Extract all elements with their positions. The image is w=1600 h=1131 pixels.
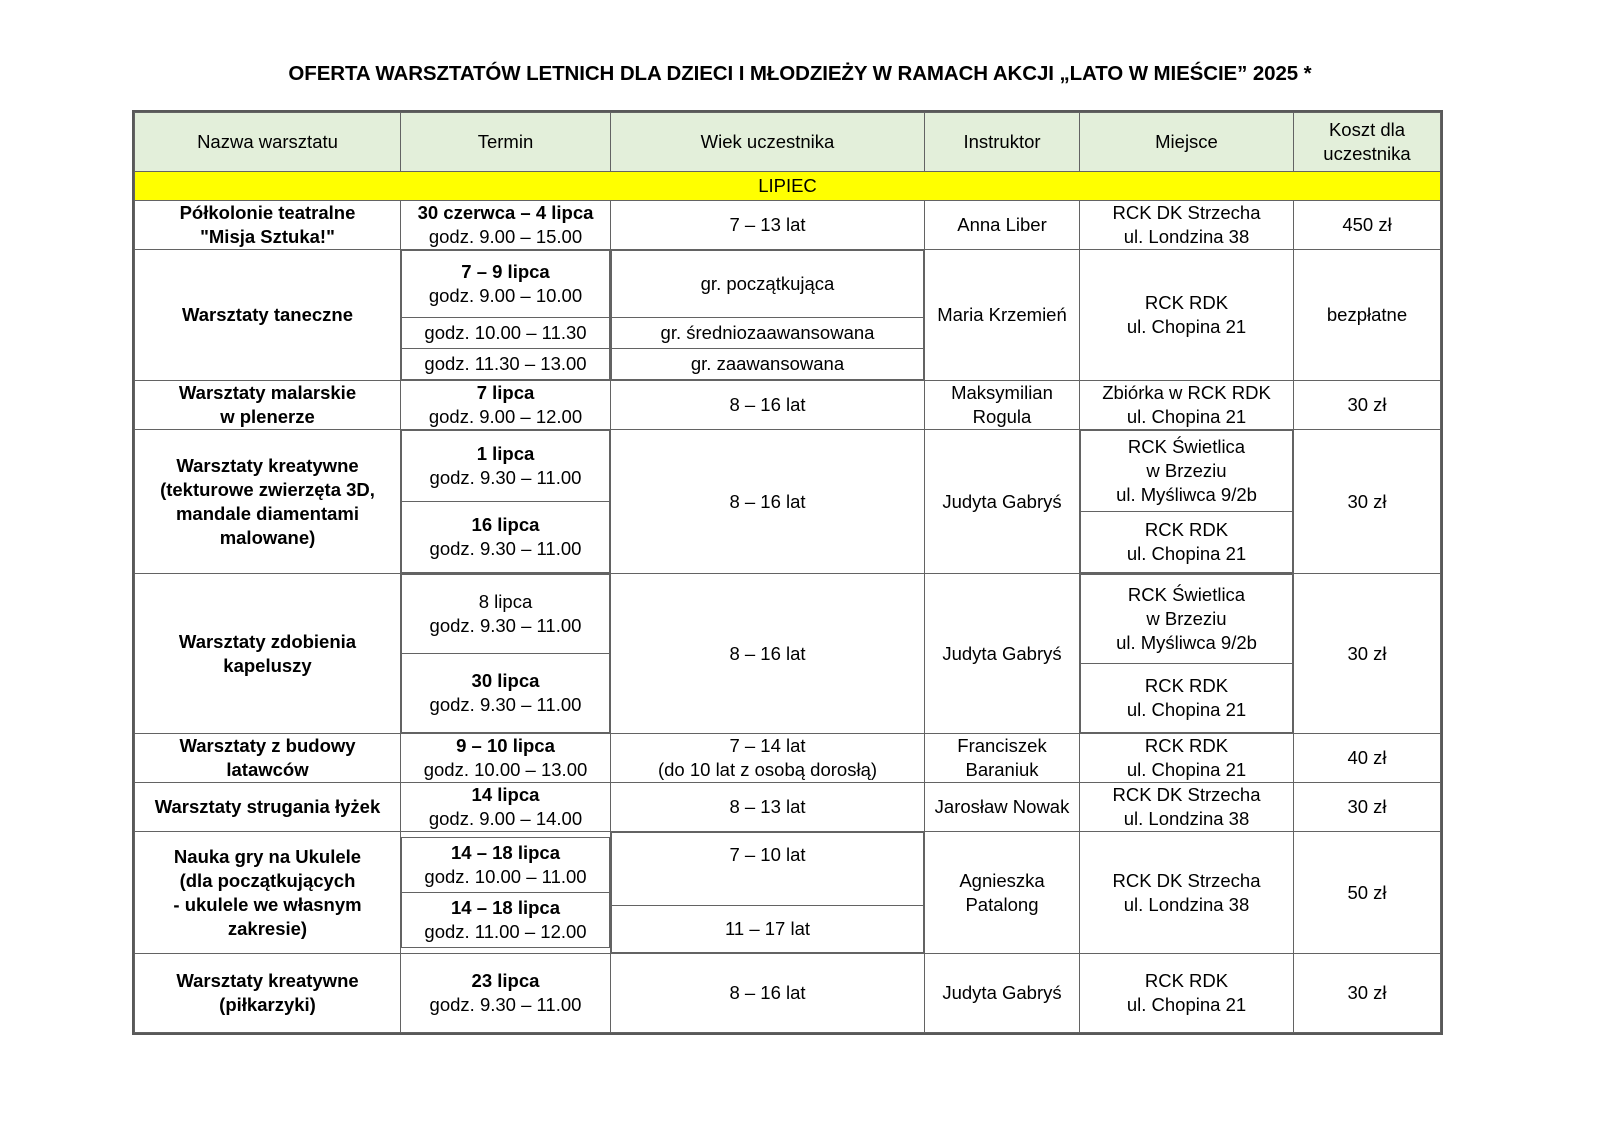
workshop-age: 8 – 16 lat [611, 574, 925, 734]
workshop-name [135, 734, 401, 783]
term-subtable [401, 837, 610, 948]
term-time: godz. 9.30 – 11.00 [429, 994, 582, 1016]
workshop-term [401, 734, 611, 783]
place-subrow [1081, 431, 1293, 512]
workshop-instructor: Judyta Gabryś [925, 430, 1080, 574]
workshop-name-line: Warsztaty malarskie [178, 382, 357, 404]
workshop-term [401, 954, 611, 1033]
term-time: godz. 9.30 – 11.00 [429, 467, 582, 489]
term-date: 8 lipca [478, 591, 533, 613]
age-sub-cell: 11 – 17 lat [612, 906, 924, 953]
workshop-name-line: "Misja Sztuka!" [200, 226, 335, 248]
instructor-line: Franciszek [957, 735, 1047, 757]
workshop-place [1080, 832, 1294, 954]
place-line: RCK RDK [1144, 675, 1229, 697]
term-date: 30 lipca [471, 670, 540, 692]
term-date: 16 lipca [471, 514, 540, 536]
workshop-name [135, 574, 401, 734]
place-subtable [1080, 430, 1293, 573]
place-line: w Brzeziu [1146, 608, 1227, 630]
age-line: (do 10 lat z osobą dorosłą) [657, 759, 878, 781]
workshop-cost: 30 zł [1294, 574, 1441, 734]
workshop-age: 8 – 16 lat [611, 430, 925, 574]
column-header-place: Miejsce [1080, 113, 1294, 172]
workshop-age: 8 – 16 lat [611, 381, 925, 430]
workshop-instructor [925, 734, 1080, 783]
workshops-table [134, 112, 1441, 1033]
workshop-age: 8 – 16 lat [611, 954, 925, 1033]
place-line: RCK Świetlica [1127, 584, 1246, 606]
term-subrow [402, 431, 610, 502]
table-row [135, 574, 1441, 734]
table-row [135, 201, 1441, 250]
workshop-instructor: Jarosław Nowak [925, 783, 1080, 832]
age-subtable [611, 832, 924, 953]
table-row [135, 250, 1441, 381]
place-line: ul. Chopina 21 [1126, 543, 1247, 565]
workshop-term [401, 201, 611, 250]
workshop-name-line: w plenerze [220, 406, 315, 428]
term-time: godz. 9.00 – 14.00 [428, 808, 583, 830]
workshop-instructor: Maria Krzemień [925, 250, 1080, 381]
term-sub-cell [402, 654, 610, 733]
workshop-name-line: Warsztaty z budowy [179, 735, 356, 757]
workshop-cost: 40 zł [1294, 734, 1441, 783]
workshop-name-line: Warsztaty kreatywne [176, 454, 359, 476]
age-subrow [612, 349, 924, 380]
place-subrow [1081, 664, 1293, 733]
term-time: godz. 10.00 – 11.30 [424, 322, 587, 344]
workshop-name-line: malowane) [219, 526, 316, 548]
workshop-instructor [925, 381, 1080, 430]
term-time: godz. 9.30 – 11.00 [429, 538, 582, 560]
term-time: godz. 11.00 – 12.00 [424, 921, 587, 943]
term-sub-cell [402, 349, 610, 380]
workshop-name [135, 201, 401, 250]
place-line: RCK Świetlica [1127, 436, 1246, 458]
workshop-cost: 30 zł [1294, 783, 1441, 832]
workshop-term [401, 250, 611, 381]
instructor-line: Rogula [972, 406, 1032, 428]
term-subrow [402, 838, 610, 893]
workshop-term [401, 574, 611, 734]
column-header-cost-line1: Koszt dla [1328, 118, 1406, 140]
workshop-name-line: Nauka gry na Ukulele [173, 845, 362, 867]
table-row [135, 430, 1441, 574]
workshop-age [611, 734, 925, 783]
place-line: Zbiórka w RCK RDK [1102, 382, 1271, 404]
term-subrow [402, 893, 610, 948]
place-subtable [1080, 574, 1293, 733]
workshop-name-line: kapeluszy [223, 654, 312, 676]
column-header-cost-line2: uczestnika [1323, 143, 1411, 164]
age-subrow [612, 318, 924, 349]
place-line: ul. Myśliwca 9/2b [1116, 632, 1257, 654]
term-time: godz. 9.00 – 15.00 [428, 226, 583, 248]
term-date: 7 – 9 lipca [461, 261, 550, 283]
column-header-age: Wiek uczestnika [611, 113, 925, 172]
workshop-name-line: zakresie) [227, 917, 308, 939]
workshop-name-line: mandale diamentami [175, 502, 359, 524]
workshop-name [135, 250, 401, 381]
term-sub-cell [402, 431, 610, 502]
workshop-term [401, 783, 611, 832]
place-line: ul. Chopina 21 [1126, 316, 1247, 338]
table-row [135, 832, 1441, 954]
workshop-place [1080, 954, 1294, 1033]
term-time: godz. 10.00 – 13.00 [423, 759, 588, 781]
workshop-cost: 30 zł [1294, 381, 1441, 430]
term-subrow [402, 251, 610, 318]
term-sub-cell [402, 251, 610, 318]
place-line: RCK DK Strzecha [1112, 869, 1261, 891]
workshop-name-line: Półkolonie teatralne [179, 202, 356, 223]
instructor-line: Baraniuk [965, 759, 1039, 781]
workshop-name-line: (piłkarzyki) [219, 994, 316, 1016]
table-header-row [135, 113, 1441, 172]
place-line: ul. Chopina 21 [1126, 406, 1247, 428]
place-line: RCK RDK [1144, 519, 1229, 541]
place-sub-cell [1081, 512, 1293, 573]
place-line: ul. Londzina 38 [1123, 808, 1250, 830]
term-sub-cell [402, 575, 610, 654]
term-subtable [401, 430, 610, 573]
workshop-cost: 50 zł [1294, 832, 1441, 954]
place-line: ul. Londzina 38 [1123, 893, 1250, 915]
place-sub-cell [1081, 664, 1293, 733]
place-line: RCK RDK [1144, 735, 1229, 757]
age-subrow [612, 251, 924, 318]
term-date: 7 lipca [476, 382, 535, 404]
term-date: 14 – 18 lipca [450, 897, 561, 919]
term-sub-cell [402, 318, 610, 349]
term-sub-cell [402, 502, 610, 573]
term-time: godz. 9.30 – 11.00 [429, 694, 582, 716]
place-line: RCK DK Strzecha [1112, 202, 1261, 223]
age-sub-cell: gr. średniozaawansowana [612, 318, 924, 349]
place-line: RCK DK Strzecha [1112, 784, 1261, 806]
place-sub-cell [1081, 431, 1293, 512]
workshop-age: 7 – 13 lat [611, 201, 925, 250]
place-line: w Brzeziu [1146, 460, 1227, 482]
age-subrow [612, 906, 924, 953]
age-sub-cell: gr. zaawansowana [612, 349, 924, 380]
workshop-term [401, 381, 611, 430]
workshop-name [135, 381, 401, 430]
workshop-instructor: Anna Liber [925, 201, 1080, 250]
workshop-name-line: - ukulele we własnym [173, 893, 362, 915]
workshop-name-line: latawców [226, 759, 309, 781]
term-time: godz. 11.30 – 13.00 [424, 353, 587, 375]
term-date: 14 lipca [471, 784, 540, 806]
workshop-cost: 30 zł [1294, 430, 1441, 574]
workshop-name-line: Warsztaty strugania łyżek [154, 796, 381, 818]
term-date: 30 czerwca – 4 lipca [417, 202, 594, 223]
workshop-place [1080, 574, 1294, 734]
age-subrow [612, 833, 924, 906]
place-subrow [1081, 512, 1293, 573]
workshop-name [135, 832, 401, 954]
workshop-name-line: Warsztaty zdobienia [178, 630, 357, 652]
workshop-term [401, 832, 611, 954]
term-date: 23 lipca [471, 970, 540, 992]
page-title: OFERTA WARSZTATÓW LETNICH DLA DZIECI I MŁODZIEŻY W RAMACH AKCJI „LATO W MIEŚCIE” 2025 * [288, 62, 1312, 85]
workshop-instructor: Judyta Gabryś [925, 954, 1080, 1033]
workshop-name-line: Warsztaty taneczne [181, 304, 353, 326]
table-row [135, 381, 1441, 430]
workshop-name [135, 430, 401, 574]
workshop-name [135, 954, 401, 1033]
workshop-place [1080, 734, 1294, 783]
place-line: ul. Myśliwca 9/2b [1116, 484, 1257, 506]
workshop-instructor [925, 832, 1080, 954]
term-subrow [402, 502, 610, 573]
instructor-line: Maksymilian [951, 382, 1053, 404]
workshop-term [401, 430, 611, 574]
term-time: godz. 9.00 – 10.00 [428, 285, 583, 307]
term-subrow [402, 349, 610, 380]
table-row [135, 734, 1441, 783]
workshop-place [1080, 201, 1294, 250]
workshop-place [1080, 430, 1294, 574]
age-sub-cell: 7 – 10 lat [612, 833, 924, 906]
month-banner-row [135, 172, 1441, 201]
term-subrow [402, 318, 610, 349]
term-subrow [402, 575, 610, 654]
age-line: 7 – 14 lat [729, 735, 806, 757]
place-line: ul. Chopina 21 [1126, 699, 1247, 721]
workshop-name [135, 783, 401, 832]
month-banner-lipiec: LIPIEC [135, 172, 1441, 201]
workshop-age: 8 – 13 lat [611, 783, 925, 832]
term-time: godz. 9.00 – 12.00 [428, 406, 583, 428]
place-line: ul. Chopina 21 [1126, 759, 1247, 781]
workshop-instructor: Judyta Gabryś [925, 574, 1080, 734]
term-date: 1 lipca [476, 443, 535, 465]
term-date: 9 – 10 lipca [456, 735, 555, 757]
workshop-name-line: (tekturowe zwierzęta 3D, [160, 478, 375, 500]
place-line: RCK RDK [1144, 970, 1229, 992]
workshop-place [1080, 250, 1294, 381]
term-sub-cell [402, 838, 610, 893]
workshop-place [1080, 381, 1294, 430]
place-line: ul. Chopina 21 [1126, 994, 1247, 1016]
table-row [135, 783, 1441, 832]
workshop-cost: bezpłatne [1294, 250, 1441, 381]
place-line: RCK RDK [1144, 292, 1229, 314]
place-line: ul. Londzina 38 [1123, 226, 1250, 248]
term-time: godz. 9.30 – 11.00 [429, 615, 582, 637]
place-sub-cell [1081, 575, 1293, 664]
table-row [135, 954, 1441, 1033]
workshop-place [1080, 783, 1294, 832]
term-subtable [401, 574, 610, 733]
workshop-cost: 450 zł [1294, 201, 1441, 250]
workshop-cost: 30 zł [1294, 954, 1441, 1033]
term-subtable [401, 250, 610, 380]
age-sub-cell: gr. początkująca [612, 251, 924, 318]
workshop-name-line: (dla początkujących [179, 869, 356, 891]
term-time: godz. 10.00 – 11.00 [424, 866, 587, 888]
workshop-name-line: Warsztaty kreatywne [176, 970, 359, 992]
place-subrow [1081, 575, 1293, 664]
column-header-cost [1294, 113, 1441, 172]
workshop-age [611, 832, 925, 954]
workshop-age [611, 250, 925, 381]
term-date: 14 – 18 lipca [450, 842, 561, 864]
instructor-line: Agnieszka [959, 869, 1045, 891]
column-header-name: Nazwa warsztatu [135, 113, 401, 172]
age-subtable [611, 250, 924, 380]
column-header-term: Termin [401, 113, 611, 172]
instructor-line: Patalong [965, 893, 1039, 915]
term-sub-cell [402, 893, 610, 948]
term-subrow [402, 654, 610, 733]
column-header-instructor: Instruktor [925, 113, 1080, 172]
